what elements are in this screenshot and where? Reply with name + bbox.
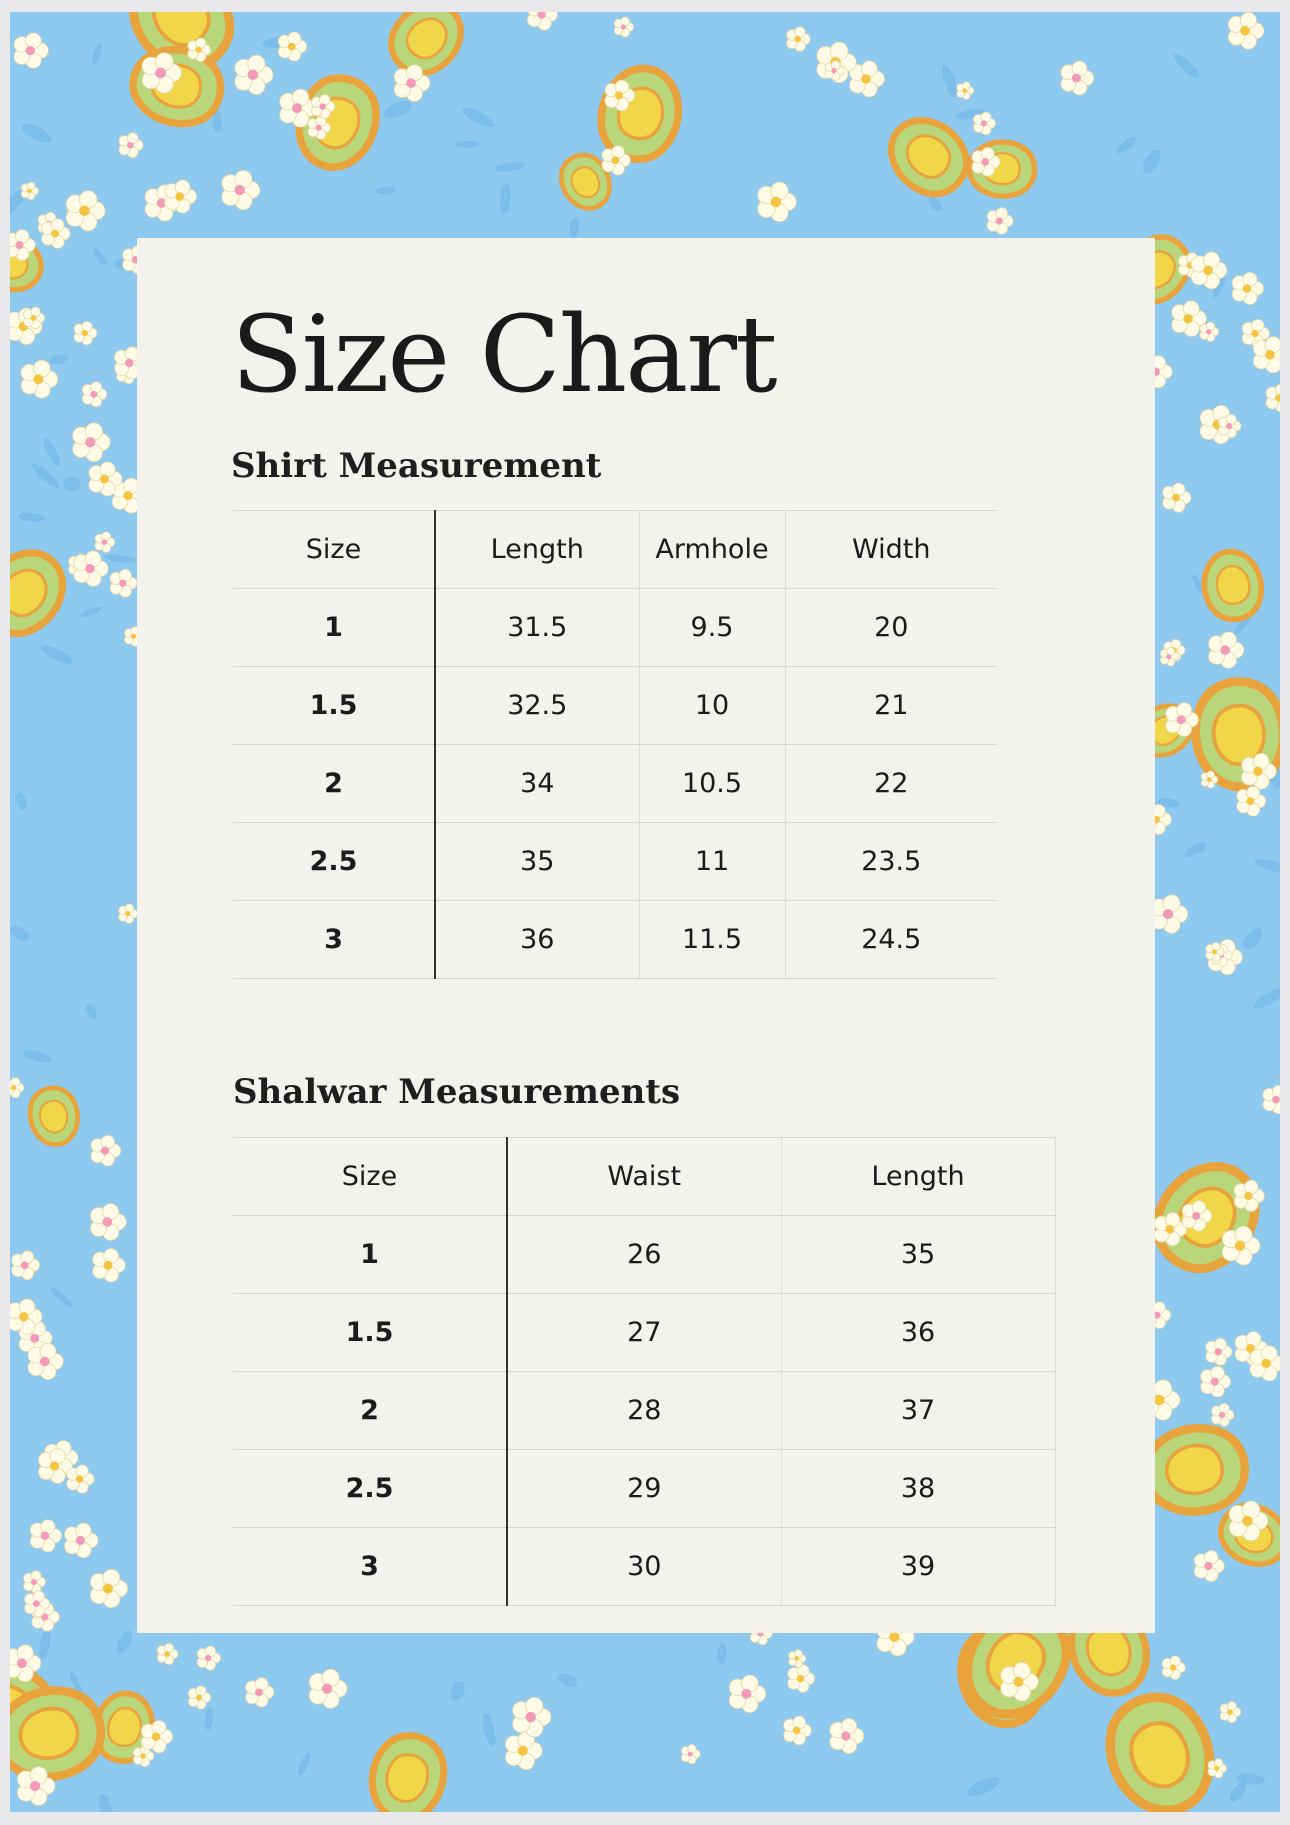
size-cell: 2.5 (233, 823, 435, 901)
shirt-heading: Shirt Measurement (231, 446, 602, 486)
width-cell: 22 (785, 745, 997, 823)
table-row (233, 823, 997, 901)
size-chart-panel (137, 238, 1155, 1633)
length-cell: 39 (781, 1528, 1055, 1606)
table-row (233, 589, 997, 667)
shalwar-measurement-table (233, 1137, 1056, 1606)
table-row (233, 667, 997, 745)
table-row (233, 1450, 1055, 1528)
length-cell: 36 (435, 901, 639, 979)
size-cell: 2 (233, 745, 435, 823)
waist-cell: 27 (507, 1294, 781, 1372)
shalwar-heading: Shalwar Measurements (233, 1072, 681, 1112)
armhole-cell: 11 (639, 823, 785, 901)
armhole-cell: 10.5 (639, 745, 785, 823)
size-cell: 1.5 (233, 667, 435, 745)
waist-cell: 30 (507, 1528, 781, 1606)
length-cell: 36 (781, 1294, 1055, 1372)
waist-cell: 28 (507, 1372, 781, 1450)
waist-cell: 29 (507, 1450, 781, 1528)
size-cell: 3 (233, 901, 435, 979)
page-frame (10, 12, 1280, 1812)
length-cell: 35 (781, 1216, 1055, 1294)
armhole-cell: 10 (639, 667, 785, 745)
column-header: Waist (507, 1138, 781, 1216)
column-header: Width (785, 511, 997, 589)
table-row (233, 745, 997, 823)
width-cell: 24.5 (785, 901, 997, 979)
size-cell: 1 (233, 589, 435, 667)
table-row (233, 1372, 1055, 1450)
length-cell: 32.5 (435, 667, 639, 745)
size-cell: 2 (233, 1372, 507, 1450)
size-cell: 3 (233, 1528, 507, 1606)
armhole-cell: 11.5 (639, 901, 785, 979)
length-cell: 38 (781, 1450, 1055, 1528)
length-cell: 31.5 (435, 589, 639, 667)
table-row (233, 1294, 1055, 1372)
length-cell: 37 (781, 1372, 1055, 1450)
page-title: Size Chart (231, 293, 776, 416)
width-cell: 23.5 (785, 823, 997, 901)
armhole-cell: 9.5 (639, 589, 785, 667)
length-cell: 35 (435, 823, 639, 901)
column-header: Length (781, 1138, 1055, 1216)
length-cell: 34 (435, 745, 639, 823)
table-row (233, 1528, 1055, 1606)
column-header: Length (435, 511, 639, 589)
size-cell: 1 (233, 1216, 507, 1294)
waist-cell: 26 (507, 1216, 781, 1294)
column-header: Armhole (639, 511, 785, 589)
shirt-measurement-table (233, 510, 997, 979)
column-header: Size (233, 1138, 507, 1216)
width-cell: 21 (785, 667, 997, 745)
size-cell: 2.5 (233, 1450, 507, 1528)
table-row (233, 1216, 1055, 1294)
column-header: Size (233, 511, 435, 589)
table-row (233, 901, 997, 979)
table-header-row (233, 1138, 1055, 1216)
size-cell: 1.5 (233, 1294, 507, 1372)
width-cell: 20 (785, 589, 997, 667)
table-header-row (233, 511, 997, 589)
